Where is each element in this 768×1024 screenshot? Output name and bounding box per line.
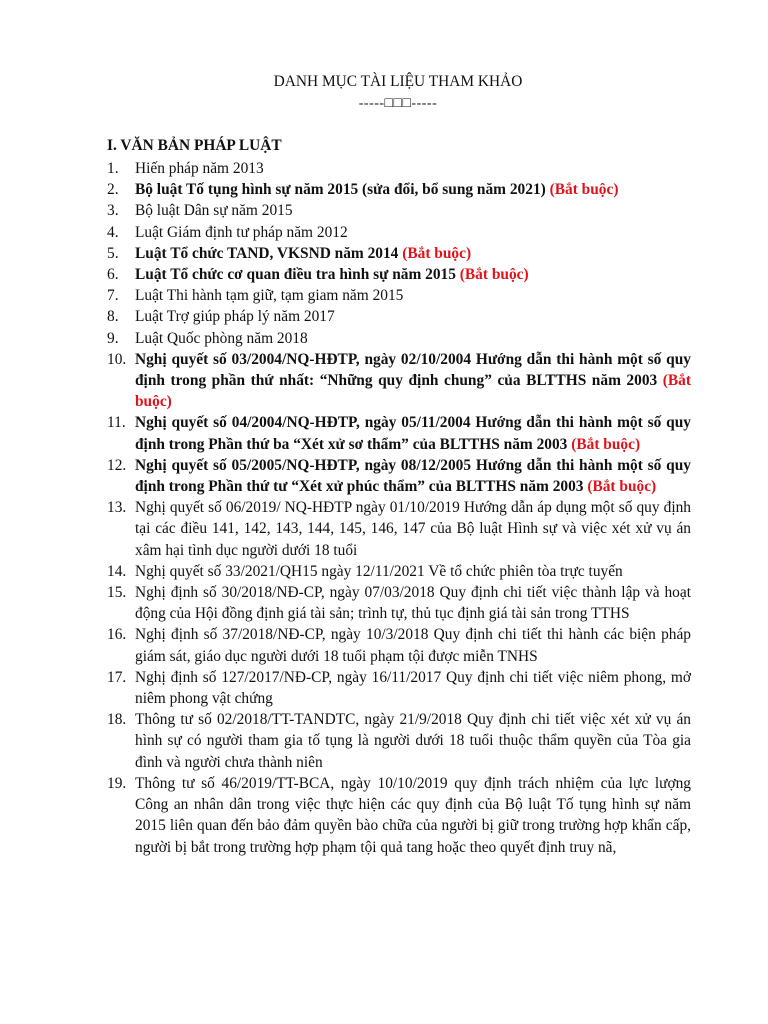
list-item-text: Luật Tổ chức cơ quan điều tra hình sự năm 2015 (135, 266, 456, 284)
list-item-text: Nghị quyết số 33/2021/QH15 ngày 12/11/2021 Về tổ chức phiên tòa trực tuyến (135, 562, 623, 580)
list-item-text: Nghị định số 30/2018/NĐ-CP, ngày 07/03/2018 Quy định chi tiết việc thành lập và hoạt động của Hội đồng định giá tài sản; trình tự, thủ tục định giá tài sản trong TTHS (135, 584, 691, 623)
required-label: (Bắt buộc) (459, 266, 529, 284)
list-item-text: Thông tư số 02/2018/TT-TANDTC, ngày 21/9/2018 Quy định chi tiết việc xét xử vụ án hình sự có người tham gia tố tụng là người dưới 18 tuổi thuộc thẩm quyền của Tòa gia đình và người chưa thành niên (135, 711, 691, 771)
list-item-text: Luật Giám định tư pháp năm 2012 (135, 223, 348, 241)
list-item (107, 497, 691, 561)
list-item-number: 5. (107, 244, 119, 262)
list-item-text: Luật Thi hành tạm giữ, tạm giam năm 2015 (135, 287, 404, 305)
list-item (107, 709, 691, 773)
list-item (107, 773, 691, 858)
list-item-number: 16. (107, 626, 127, 644)
list-item-number: 17. (107, 668, 127, 686)
list-item-number: 6. (107, 266, 119, 284)
list-item (107, 264, 691, 285)
list-item-number: 1. (107, 160, 119, 177)
list-item (107, 328, 691, 349)
list-item-number: 8. (107, 308, 119, 326)
list-item-text: Bộ luật Tố tụng hình sự năm 2015 (sửa đổi, bổ sung năm 2021) (135, 181, 546, 199)
list-item-text: Nghị quyết số 04/2004/NQ-HĐTP, ngày 05/11/2004 Hướng dẫn thi hành một số quy định trong Phần thứ ba “Xét xử sơ thẩm” của BLTTHS năm 2003 (135, 414, 691, 453)
list-item-text: Luật Quốc phòng năm 2018 (135, 329, 308, 347)
list-item-number: 2. (107, 181, 119, 199)
list-item-number: 7. (107, 287, 119, 305)
list-item (107, 222, 691, 243)
required-label: (Bắt buộc) (571, 435, 641, 453)
list-item-number: 4. (107, 223, 119, 241)
list-item (107, 285, 691, 306)
list-item-number: 3. (107, 202, 119, 220)
list-item-number: 19. (107, 774, 127, 792)
list-item-number: 14. (107, 562, 127, 580)
list-item-number: 9. (107, 329, 119, 347)
list-item-text: Thông tư số 46/2019/TT-BCA, ngày 10/10/2019 quy định trách nhiệm của lực lượng Công an nhân dân trong việc thực hiện các quy định của Bộ luật Tố tụng hình sự năm 2015 liên quan đến bảo đảm quyền bào chữa của người bị giữ trong trường hợp khẩn cấp, người bị bắt trong trường hợp phạm tội quả tang hoặc theo quyết định truy nã, (135, 774, 691, 856)
list-item (107, 561, 691, 582)
list-item (107, 624, 691, 666)
list-item-text: Bộ luật Dân sự năm 2015 (135, 202, 293, 220)
list-item (107, 243, 691, 264)
list-item-number: 18. (107, 711, 127, 729)
document-subtitle: -----□□□----- (358, 96, 438, 111)
list-item-number: 12. (107, 456, 127, 474)
required-label: (Bắt buộc) (135, 372, 691, 411)
list-item (107, 349, 691, 413)
list-item-text: Luật Tổ chức TAND, VKSND năm 2014 (135, 244, 399, 262)
list-item-text: Nghị định số 127/2017/NĐ-CP, ngày 16/11/2017 Quy định chi tiết việc niêm phong, mở niêm phong vật chứng (135, 668, 691, 708)
section-heading: I. VĂN BẢN PHÁP LUẬT (107, 137, 282, 154)
list-item-text: Nghị quyết số 05/2005/NQ-HĐTP, ngày 08/12/2005 Hướng dẫn thi hành một số quy định trong Phần thứ tư “Xét xử phúc thẩm” của BLTTHS năm 2003 (135, 456, 691, 496)
list-item (107, 412, 691, 454)
list-item (107, 455, 691, 497)
required-label: (Bắt buộc) (587, 478, 657, 496)
list-item (107, 158, 691, 179)
list-item-text: Nghị quyết số 06/2019/ NQ-HĐTP ngày 01/10/2019 Hướng dẫn áp dụng một số quy định tại các điều 141, 142, 143, 144, 145, 146, 147 của Bộ luật Hình sự và việc xét xử vụ án xâm hại tình dục người dưới 18 tuổi (135, 499, 691, 559)
required-label: (Bắt buộc) (549, 181, 619, 199)
list-item-text: Nghị quyết số 03/2004/NQ-HĐTP, ngày 02/10/2004 Hướng dẫn thi hành một số quy định trong phần thứ nhất: “Những quy định chung” của BLTTHS năm 2003 (135, 350, 691, 390)
list-item (107, 179, 691, 200)
list-item (107, 667, 691, 709)
document-title: DANH MỤC TÀI LIỆU THAM KHẢO (273, 73, 523, 90)
reference-list (107, 158, 691, 858)
list-item-number: 11. (107, 414, 126, 432)
list-item (107, 306, 691, 327)
list-item-number: 10. (107, 350, 127, 368)
list-item-text: Hiến pháp năm 2013 (135, 160, 264, 177)
list-item-text: Luật Trợ giúp pháp lý năm 2017 (135, 308, 335, 326)
required-label: (Bắt buộc) (402, 244, 472, 262)
list-item-number: 13. (107, 499, 127, 517)
list-item-number: 15. (107, 584, 127, 602)
list-item (107, 582, 691, 624)
list-item-text: Nghị định số 37/2018/NĐ-CP, ngày 10/3/2018 Quy định chi tiết thi hành các biện pháp giám sát, giáo dục người dưới 18 tuổi phạm tội được miễn TNHS (135, 626, 691, 665)
list-item (107, 200, 691, 221)
